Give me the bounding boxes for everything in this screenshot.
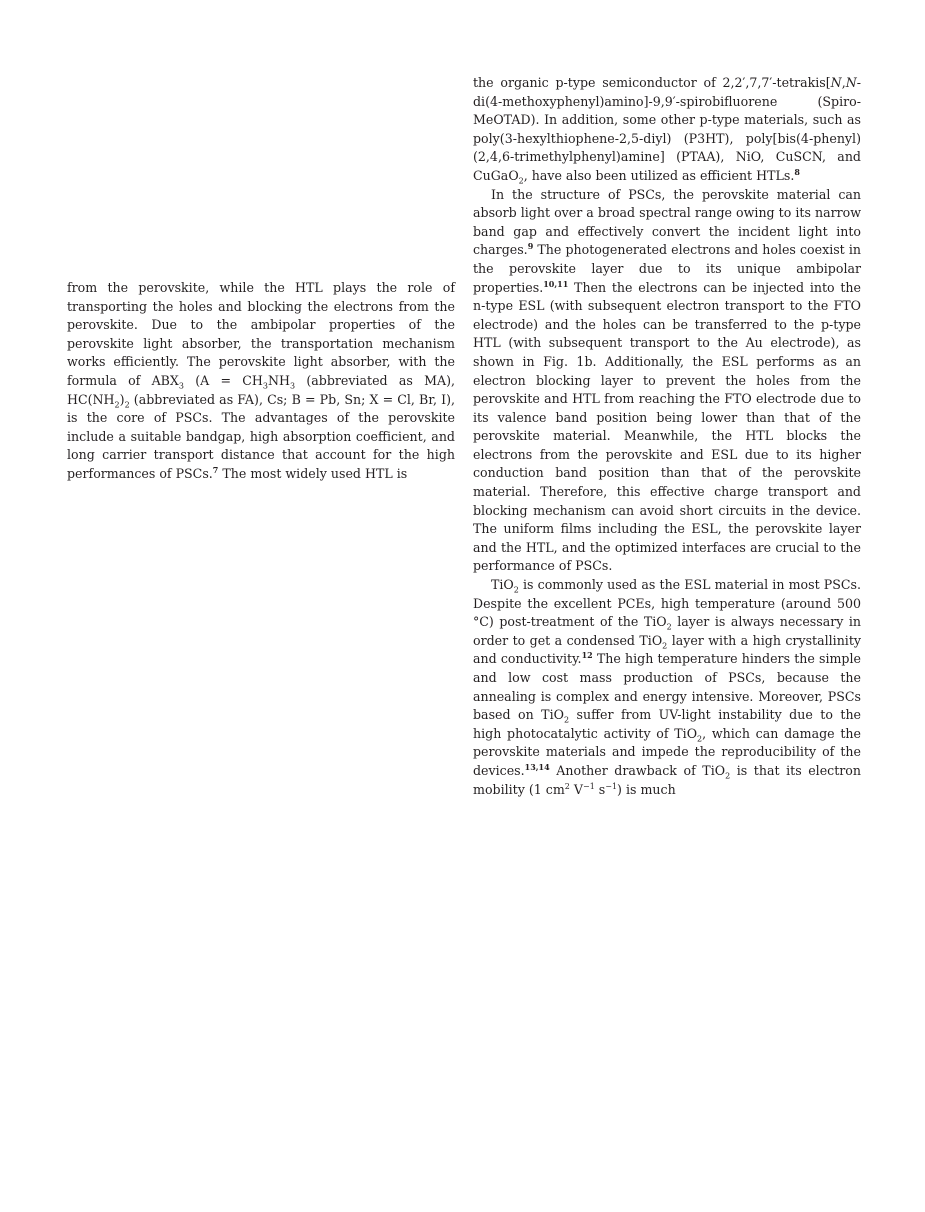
left-paragraph-1: from the perovskite, while the HTL plays the role of transporting the holes and blocking the electrons from the perovskite. Due to the ambipolar properties of the perovskite light absorber, the transportation mechanism works efficiently. The perovskite light absorber, with the formula of $ABX_3$ ($A = CH_3NH_3$ (abbreviated as MA), $HC(NH_2)_2$ (abbreviated as FA), Cs; B = Pb, Sn; X = Cl, Br, I), is the core of PSCs. The advantages of the perovskite include a suitable bandgap, high absorption coefficient, and long carrier transport distance that account for the high performances of PSCs.$^7$ The most widely used HTL is (67, 280, 455, 481)
right-paragraph-1: the organic p-type semiconductor of 2,2′,7,7′-tetrakis[N,N-di(4-methoxyphenyl)amino]-9,9′-spirobifluorene (Spiro-MeOTAD). In addition, some other p-type materials, such as poly(3-hexylthiophene-2,5-diyl) (P3HT), poly[bis(4-phenyl)(2,4,6-trimethylphenyl)amine] (PTAA), NiO, CuSCN, and CuGaO$_2$, have also been utilized as efficient HTLs.$^8$ (473, 75, 861, 186)
citation-ref[interactable]: 13,14 (524, 761, 550, 772)
citation-ref[interactable]: 12 (581, 650, 593, 661)
right-column (473, 74, 861, 799)
right-paragraph-2: In the structure of PSCs, the perovskite material can absorb light over a broad spectral range owing to its narrow band gap and effectively convert the incident light into charges.$^9$ The photogenerated electrons and holes coexist in the perovskite layer due to its unique ambipolar properties.$^{10,11}$ Then the electrons can be injected into the n-type ESL (with subsequent electron transport to the FTO electrode) and the holes can be transferred to the p-type HTL (with subsequent transport to the Au electrode), as shown in Fig. 1b. Additionally, the ESL performs as an electron blocking layer to prevent the holes from the perovskite and HTL from reaching the FTO electrode due to its valence band position being lower than that of the perovskite material. Meanwhile, the HTL blocks the electrons from the perovskite and ESL due to its higher conduction band position than that of the perovskite material. Therefore, this effective charge transport and blocking mechanism can avoid short circuits in the device. The uniform films including the ESL, the perovskite layer and the HTL, and the optimized interfaces are crucial to the performance of PSCs. (473, 186, 861, 574)
left-column (67, 279, 455, 484)
citation-ref[interactable]: 8 (794, 166, 800, 177)
citation-ref[interactable]: 10,11 (543, 278, 569, 289)
right-paragraph-3: TiO$_2$ is commonly used as the ESL material in most PSCs. Despite the excellent PCEs, high temperature (around 500 °C) post-treatment of the TiO$_2$ layer is always necessary in order to get a condensed TiO$_2$ layer with a high crystallinity and conductivity.$^{12}$ The high temperature hinders the simple and low cost mass production of PSCs, because the annealing is complex and energy intensive. Moreover, PSCs based on TiO$_2$ suffer from UV-light instability due to the high photocatalytic activity of TiO$_2$, which can damage the perovskite materials and impede the reproducibility of the devices.$^{13,14}$ Another drawback of TiO$_2$ is that its electron mobility (1 $cm^2$ $V^{-1}$ $s^{-1}$) is much (473, 577, 862, 797)
citation-ref[interactable]: 9 (527, 241, 534, 252)
citation-ref[interactable]: 7 (212, 464, 219, 475)
